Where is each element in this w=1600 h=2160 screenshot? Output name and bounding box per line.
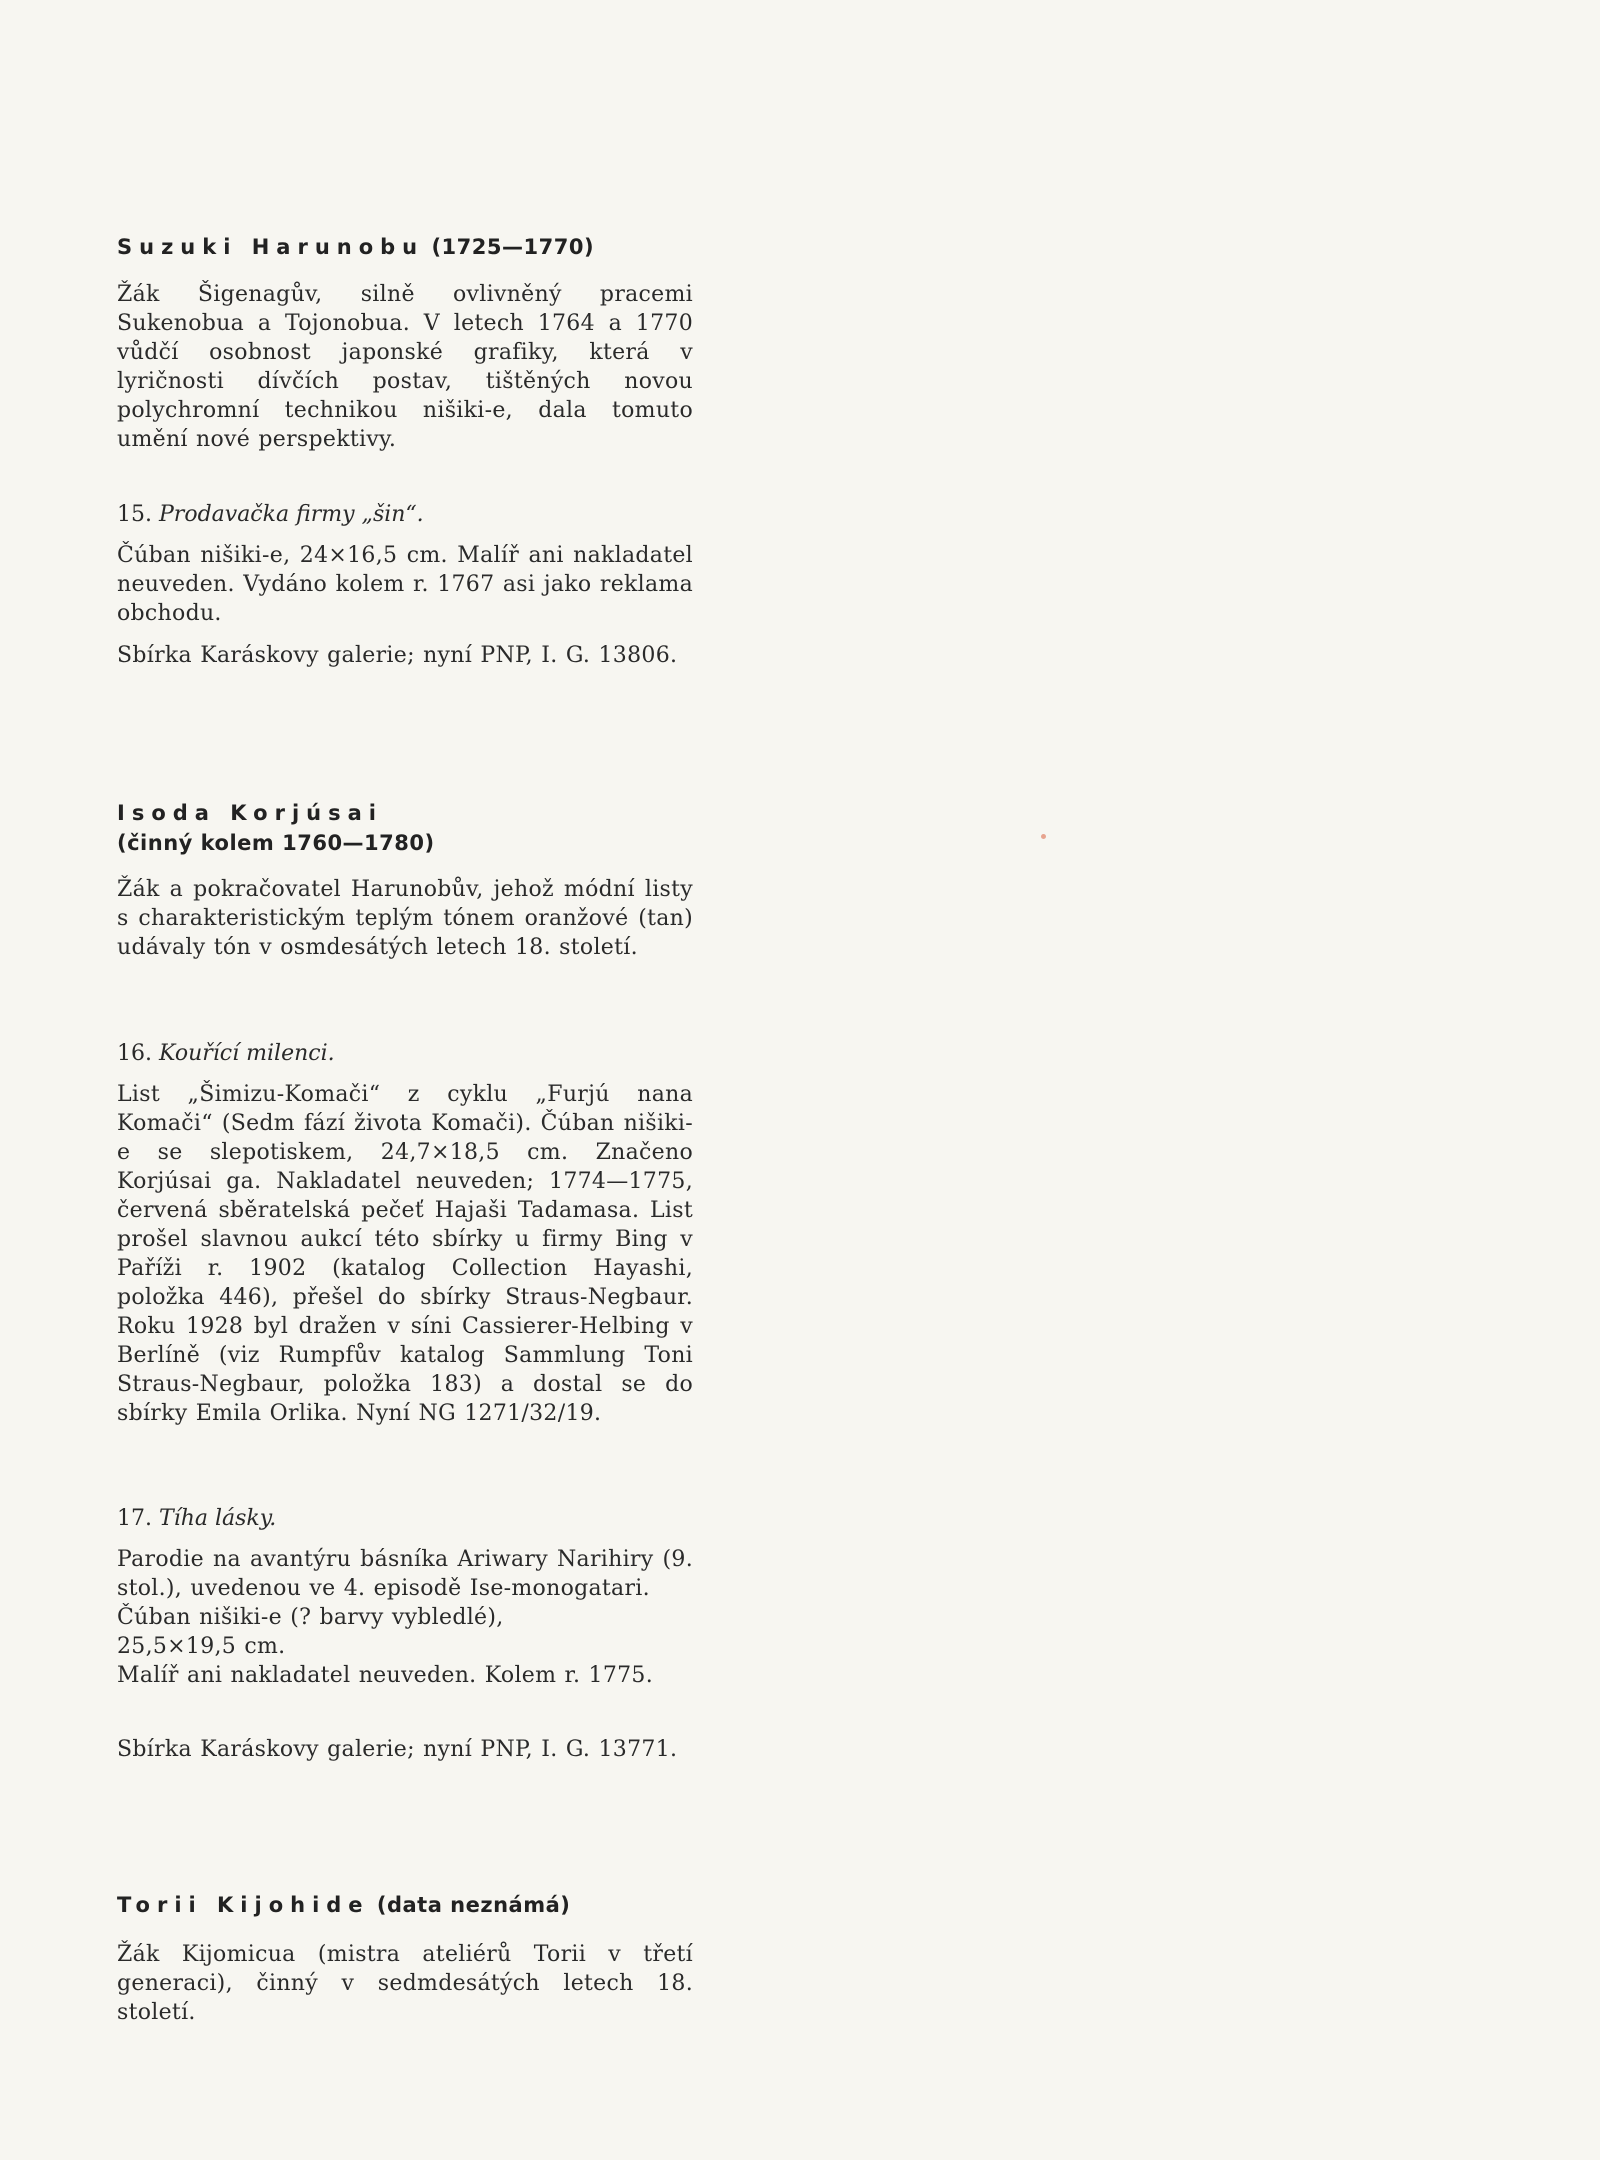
bio-text: Žák a pokračovatel Harunobův, jehož módní listy s charakteristickým teplým tónem oranžové (tan) udávaly tón v osmdesátých letech 18. století.	[117, 877, 693, 960]
paper-speck	[1041, 834, 1046, 839]
artist-bio-harunobu	[117, 280, 693, 454]
entry-details: Čúban nišiki-e, 24×16,5 cm. Malíř ani nakladatel neuveden. Vydáno kolem r. 1767 asi jako reklama obchodu.	[117, 543, 693, 626]
artist-dates: (1725—1770)	[431, 235, 595, 259]
artist-name: Isoda Korjúsai	[117, 801, 383, 825]
entry-details: List „Šimizu-Komači“ z cyklu „Furjú nana Komači“ (Sedm fází života Komači). Čúban nišiki-e se slepotiskem, 24,7×18,5 cm. Značeno Korjúsai ga. Nakladatel neuveden; 1774—1775, červená sběratelská pečeť Hajaši Tadamasa. List prošel slavnou aukcí této sbírky u firmy Bing v Paříži r. 1902 (katalog Collection Hayashi, položka 446), přešel do sbírky Straus-Negbaur. Roku 1928 byl dražen v síni Cassierer-Helbing v Berlíně (viz Rumpfův katalog Sammlung Toni Straus-Negbaur, položka 183) a dostal se do sbírky Emila Orlika. Nyní NG 1271/32/19.	[117, 1082, 693, 1426]
entry-collection: Sbírka Karáskovy galerie; nyní PNP, I. G. 13806.	[117, 643, 678, 668]
entry-details-line: 25,5×19,5 cm.	[117, 1634, 286, 1659]
artist-name: Suzuki Harunobu	[117, 235, 425, 259]
artist-name: Torii Kijohide	[117, 1893, 370, 1917]
entry-number: 16.	[117, 1041, 152, 1066]
entry-details-line: Čúban nišiki-e (? barvy vybledlé),	[117, 1605, 504, 1630]
entry-details-line: Malíř ani nakladatel neuveden. Kolem r. 1775.	[117, 1663, 654, 1688]
artist-heading-kijohide	[117, 1890, 693, 1920]
entry-title-line	[117, 500, 693, 529]
entry-collection-17	[117, 1735, 693, 1764]
catalog-entry-16	[117, 1039, 693, 1068]
entry-title-line	[117, 1039, 693, 1068]
entry-details-16	[117, 1080, 693, 1428]
bio-text: Žák Šigenagův, silně ovlivněný pracemi Sukenobua a Tojonobua. V letech 1764 a 1770 vůdčí osobnost japonské grafiky, která v lyričnosti dívčích postav, tištěných novou polychromní technikou nišiki-e, dala tomuto umění nové perspektivy.	[117, 282, 693, 452]
catalog-entry-15	[117, 500, 693, 529]
artist-bio-korjusai	[117, 875, 693, 962]
artist-heading-korjusai	[117, 798, 693, 858]
entry-details-15	[117, 541, 693, 628]
entry-collection-15	[117, 641, 693, 670]
entry-details-17	[117, 1545, 693, 1690]
artist-dates: (činný kolem 1760—1780)	[117, 831, 435, 855]
entry-collection: Sbírka Karáskovy galerie; nyní PNP, I. G. 13771.	[117, 1737, 678, 1762]
entry-title: Kouřící milenci.	[159, 1041, 335, 1066]
entry-number: 15.	[117, 502, 152, 527]
catalog-entry-17	[117, 1504, 693, 1533]
entry-title-line	[117, 1504, 693, 1533]
artist-dates: (data neznámá)	[376, 1893, 571, 1917]
artist-bio-kijohide	[117, 1940, 693, 2027]
entry-number: 17.	[117, 1506, 152, 1531]
entry-title: Prodavačka firmy „šin“.	[159, 502, 424, 527]
artist-heading-harunobu	[117, 232, 693, 262]
entry-title: Tíha lásky.	[159, 1506, 277, 1531]
entry-details-line: Parodie na avantýru básníka Ariwary Narihiry (9. stol.), uvedenou ve 4. episodě Ise-monogatari.	[117, 1547, 693, 1601]
bio-text: Žák Kijomicua (mistra ateliérů Torii v třetí generaci), činný v sedmdesátých letech 18. století.	[117, 1942, 693, 2025]
